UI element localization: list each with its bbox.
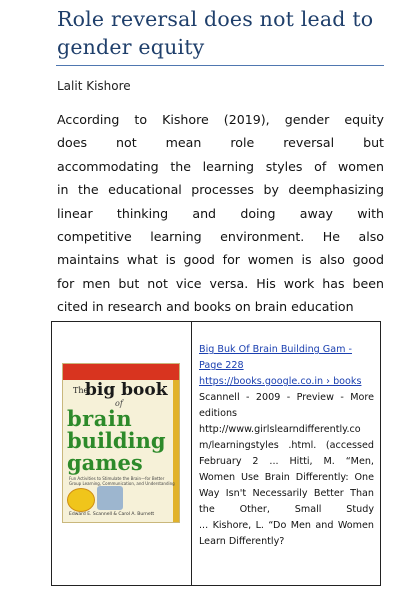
body-line: competitive learning environment. He also: [57, 229, 384, 245]
body-line: for men but not vice versa. His work has been: [57, 275, 384, 291]
document-title: [57, 5, 387, 61]
reference-text: [199, 342, 374, 550]
reference-line: Learn Differently?: [199, 536, 285, 547]
reference-line: Women Use Brain Differently: One: [199, 472, 374, 483]
book-link-url[interactable]: https://books.google.co.in › books: [199, 376, 362, 387]
cover-subtitle: Fun Activities to Stimulate the Brain—for Better Group Learning, Communication, and Understanding: [69, 476, 175, 486]
cover-authors: Edward E. Scannell & Carol A. Burnett: [69, 512, 155, 517]
reference-line: the Other, Small Study: [199, 504, 374, 515]
reference-table: [51, 321, 381, 586]
title-rule: [56, 65, 384, 66]
reference-line: editions: [199, 408, 238, 419]
title-line-1: Role reversal does not lead to: [57, 7, 374, 31]
table-divider: [191, 322, 192, 585]
reference-line: Way Isn't Necessarily Better Than: [199, 488, 374, 499]
cover-word-building: building: [67, 428, 166, 453]
cover-starburst: [67, 488, 95, 512]
cover-side-stripe: [173, 380, 179, 523]
body-line: accommodating the learning styles of women: [57, 158, 384, 174]
cover-word-games: games: [67, 450, 143, 475]
body-line: linear thinking and doing away with: [57, 205, 384, 221]
cover-word-brain: brain: [67, 406, 133, 431]
title-line-2: gender equity: [57, 35, 205, 59]
cover-the: The: [73, 386, 89, 395]
body-line: does not mean role reversal but: [57, 135, 384, 151]
cover-top-band: [63, 364, 180, 380]
reference-line: ... Kishore, L. “Do Men and Women: [199, 520, 374, 531]
body-line: in the educational processes by deemphasizing: [57, 182, 384, 198]
body-line: maintains what is good for women is also good: [57, 252, 384, 268]
cover-big-book: big book: [85, 380, 168, 400]
author-name: Lalit Kishore: [57, 79, 131, 93]
book-link-page[interactable]: Page 228: [199, 360, 244, 371]
reference-line: http://www.girlslearndifferently.co: [199, 424, 361, 435]
body-paragraph: [57, 108, 384, 319]
reference-line: Scannell - 2009 - Preview - More: [199, 392, 374, 403]
body-line: cited in research and books on brain education: [57, 299, 354, 315]
book-link-title[interactable]: Big Buk Of Brain Building Gam -: [199, 344, 352, 355]
cover-of: of: [115, 399, 123, 408]
reference-line: February 2 ... Hitti, M. “Men,: [199, 456, 374, 467]
cover-illustration: [97, 486, 123, 510]
reference-line: m/learningstyles .html. (accessed: [199, 440, 374, 451]
body-line: According to Kishore (2019), gender equity: [57, 112, 384, 127]
book-cover-image: [62, 363, 180, 523]
